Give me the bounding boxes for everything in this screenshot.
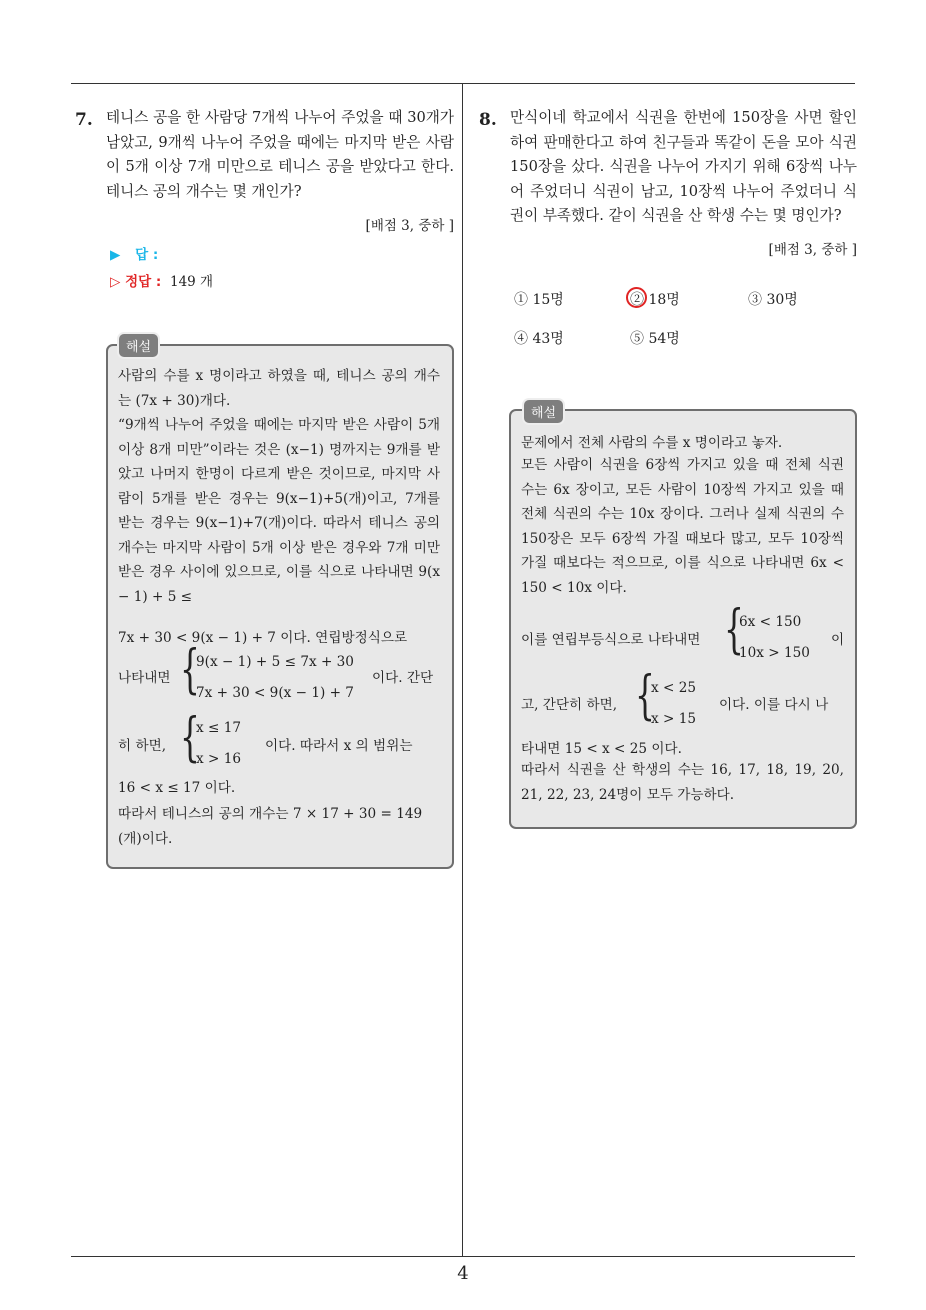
top-rule (71, 83, 855, 84)
q7-sys2-lead: 히 하면, (118, 738, 167, 754)
choice-3[interactable]: ③ 30명 (748, 292, 798, 308)
q7-exp-p3: 따라서 테니스의 공의 개수는 7 × 17 + 30 = 149 (118, 806, 423, 822)
q7-exp-p3b: (개)이다. (118, 831, 173, 847)
q8-sys2-lead: 고, 간단히 하면, (521, 697, 618, 713)
page-number: 4 (457, 1263, 469, 1284)
q8-sys2-brace: { (635, 666, 655, 726)
q7-sys2-a: x ≤ 17 (196, 720, 241, 736)
question-8-text: 만식이네 학교에서 식권을 한번에 150장을 사면 할인하여 판매한다고 하여 친구들과 똑같이 돈을 모아 식권 150장을 샀다. 식권을 나누어 가지기 위해 6장씩 나누어 주었더니 식권이 남고, 10장씩 나누어 주었더니 식권이 부족했다. 같이 식권을 산 학생 수는 몇 명인가? (510, 109, 857, 224)
q8-sys1-b: 10x > 150 (739, 645, 810, 661)
q7-sys1-tail: 이다. 간단 (372, 670, 434, 686)
q8-sys2-b: x > 15 (651, 711, 696, 727)
q7-sys1-b: 7x + 30 < 9(x − 1) + 7 (196, 685, 354, 701)
choice-2[interactable]: ② 18명 (630, 292, 680, 308)
question-7-text: 테니스 공을 한 사람당 7개씩 나누어 주었을 때 30개가 남았고, 9개씩 나누어 주었을 때에는 마지막 받은 사람이 5개 이상 7개 미만으로 테니스 공을 받았다고 한다. 테니스 공의 개수는 몇 개인가? (106, 109, 454, 200)
q8-sys2-tail: 이다. 이를 다시 나 (719, 697, 829, 713)
question-8-score: [배점 3, 중하 ] (768, 242, 857, 258)
bottom-rule (71, 1256, 855, 1257)
choice-1[interactable]: ① 15명 (514, 292, 564, 308)
correct-label: 정답 : (125, 274, 162, 290)
q7-sys2-brace: { (180, 708, 200, 768)
q7-exp-p1: 사람의 수를 x 명이라고 하였을 때, 테니스 공의 개수는 (7x + 30)개다. (118, 368, 440, 409)
q8-sys1-lead: 이를 연립부등식으로 나타내면 (521, 632, 701, 648)
outline-triangle-icon: ▷ (110, 274, 121, 290)
play-icon: ▶ (110, 247, 121, 263)
answer-label: 답 : (135, 247, 159, 263)
choice-4[interactable]: ④ 43명 (514, 331, 564, 347)
q7-sys2-tail: 이다. 따라서 x 의 범위는 (265, 738, 413, 754)
q7-sys1-brace: { (180, 640, 200, 700)
correct-answer-row (110, 270, 213, 290)
correct-value: 149 개 (169, 274, 214, 290)
q8-exp-p1: 문제에서 전체 사람의 수를 x 명이라고 놓자. (521, 435, 783, 451)
choice-5[interactable]: ⑤ 54명 (630, 331, 680, 347)
q7-sys1-lead: 나타내면 (118, 670, 171, 686)
q7-sys2-b: x > 16 (196, 751, 241, 767)
q8-exp-p4: 따라서 식권을 산 학생의 수는 16, 17, 18, 19, 20, 21, 22, 23, 24명이 모두 가능하다. (521, 762, 844, 803)
q7-exp-p2b: 7x + 30 < 9(x − 1) + 7 이다. 연립방정식으로 (118, 630, 408, 646)
question-8-number: 8. (479, 110, 497, 130)
q8-sys1-a: 6x < 150 (739, 614, 802, 630)
q7-exp-p2: “9개씩 나누어 주었을 때에는 마지막 받은 사람이 5개 이상 8개 미만”이라는 것은 (x−1) 명까지는 9개를 받았고 나머지 한명이 다르게 받은 것이므로, 마지막 사람이 5개를 받은 경우는 9(x−1)+5(개)이고, 7개를 받는 경우는 9(x−1)+7(개)이다. 따라서 테니스 공의 개수는 마지막 사람이 5개 이상 받은 경우와 7개 미만 받은 경우 사이에 있으므로, 이를 식으로 나타내면 9(x − 1) + 5 ≤ (118, 417, 440, 605)
q7-range: 16 < x ≤ 17 이다. (118, 780, 236, 796)
q8-sys1-tail: 이 (831, 632, 845, 648)
q7-explanation-tag: 해설 (117, 332, 160, 359)
column-divider (462, 84, 463, 1256)
answer-row (110, 243, 158, 263)
q8-sys1-brace: { (724, 600, 744, 660)
q8-exp-p2: 모든 사람이 식권을 6장씩 가지고 있을 때 전체 식권 수는 6x 장이고, 모든 사람이 10장씩 가지고 있을 때 전체 식권의 수는 10x 장이다. 그러나 실제 식권의 수 150장은 모두 6장씩 가질 때보다 많고, 모두 10장씩 가질 때보다는 적으므로, 이를 식으로 나타내면 6x < 150 < 10x 이다. (521, 457, 844, 596)
q7-sys1-a: 9(x − 1) + 5 ≤ 7x + 30 (196, 654, 354, 670)
question-7-number: 7. (75, 110, 93, 130)
q8-explanation-tag: 해설 (522, 398, 565, 425)
q8-exp-p3: 타내면 15 < x < 25 이다. (521, 741, 682, 757)
q8-sys2-a: x < 25 (651, 680, 696, 696)
question-7-score: [배점 3, 중하 ] (365, 218, 454, 234)
